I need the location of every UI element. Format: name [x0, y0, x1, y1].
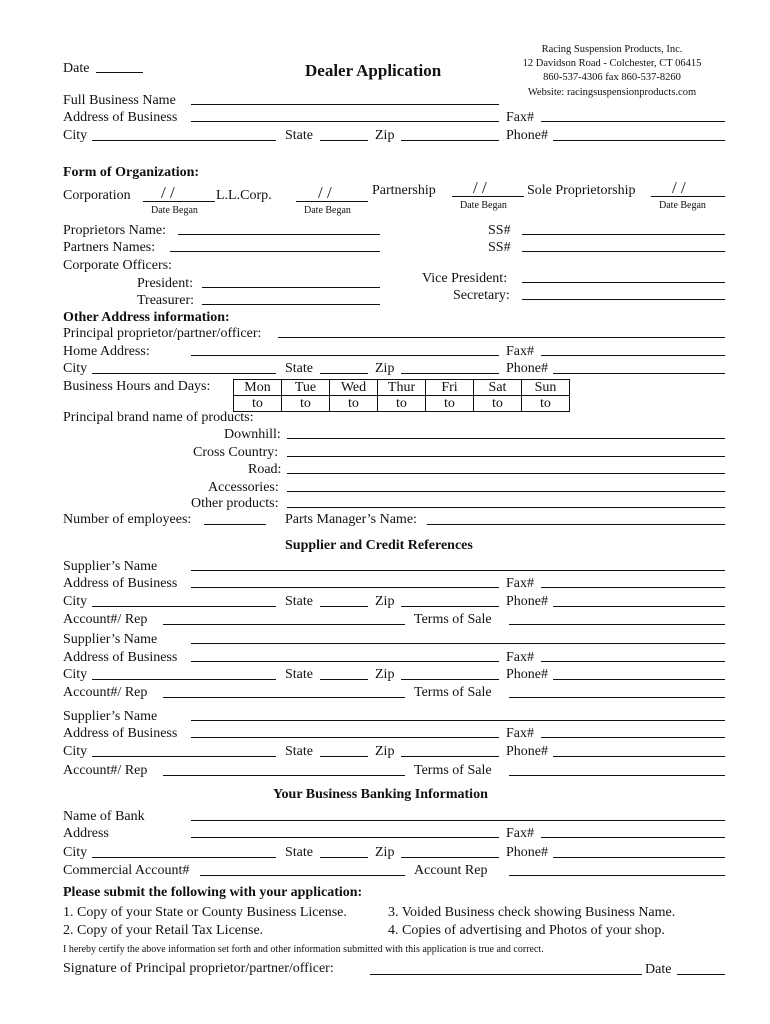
supplier-3-address-field[interactable]: [191, 737, 499, 738]
other-products-label: Other products:: [191, 496, 279, 511]
certify-statement: I hereby certify the above information set forth and other information submitted with this application is true and correct.: [63, 944, 544, 955]
supplier-3-city-label: City: [63, 744, 88, 759]
home-city-label: City: [63, 361, 88, 376]
bank-state-field[interactable]: [320, 857, 368, 858]
hours-mon[interactable]: to: [234, 396, 282, 412]
supplier-1-address-label: Address of Business: [63, 576, 178, 591]
supplier-1-zip-field[interactable]: [401, 606, 499, 607]
hours-thur[interactable]: to: [378, 396, 426, 412]
principal-officer-field[interactable]: [278, 337, 725, 338]
supplier-1-terms-label: Terms of Sale: [414, 612, 492, 627]
supplier-3-state-field[interactable]: [320, 756, 368, 757]
bank-address-label: Address: [63, 826, 109, 841]
partnership-date-began: Date Began: [460, 200, 507, 211]
supplier-1-city-label: City: [63, 594, 88, 609]
supplier-3-address-label: Address of Business: [63, 726, 178, 741]
llcorp-date-field[interactable]: [296, 201, 368, 202]
supplier-2-phone-field[interactable]: [553, 679, 725, 680]
commercial-account-label: Commercial Account#: [63, 863, 190, 878]
principal-brand-label: Principal brand name of products:: [63, 410, 254, 425]
company-website: Website: racingsuspensionproducts.com: [527, 87, 697, 98]
form-of-organization-heading: Form of Organization:: [63, 165, 200, 180]
zip-field[interactable]: [401, 140, 499, 141]
supplier-2-state-label: State: [285, 667, 313, 682]
fax-field[interactable]: [541, 121, 725, 122]
day-sat: Sat: [474, 380, 522, 396]
supplier-3-terms-label: Terms of Sale: [414, 763, 492, 778]
vice-president-field[interactable]: [522, 282, 725, 283]
home-zip-label: Zip: [375, 361, 395, 376]
home-address-label: Home Address:: [63, 344, 150, 359]
page-title: Dealer Application: [305, 61, 442, 80]
ss-field-1[interactable]: [522, 234, 725, 235]
commercial-account-field[interactable]: [200, 875, 405, 876]
supplier-3-fax-field[interactable]: [541, 737, 725, 738]
supplier-3-account-label: Account#/ Rep: [63, 763, 148, 778]
supplier-2-state-field[interactable]: [320, 679, 368, 680]
supplier-2-name-label: Supplier’s Name: [63, 632, 158, 647]
company-name: Racing Suspension Products, Inc.: [541, 44, 683, 55]
supplier-2-city-label: City: [63, 667, 88, 682]
cross-country-label: Cross Country:: [193, 445, 279, 460]
supplier-1-address-field[interactable]: [191, 587, 499, 588]
supplier-1-zip-label: Zip: [375, 594, 395, 609]
company-address: 12 Davidson Road - Colchester, CT 06415: [522, 58, 702, 69]
bank-name-label: Name of Bank: [63, 809, 145, 824]
other-products-field[interactable]: [287, 507, 725, 508]
state-label: State: [285, 128, 313, 143]
hours-wed[interactable]: to: [330, 396, 378, 412]
bank-zip-field[interactable]: [401, 857, 499, 858]
supplier-1-terms-field[interactable]: [509, 624, 725, 625]
signature-date-label: Date: [645, 962, 672, 977]
principal-officer-label: Principal proprietor/partner/officer:: [63, 326, 262, 341]
supplier-2-zip-label: Zip: [375, 667, 395, 682]
llcorp-date-slashes: / /: [318, 183, 332, 202]
day-fri: Fri: [426, 380, 474, 396]
bank-state-label: State: [285, 845, 313, 860]
supplier-1-city-field[interactable]: [92, 606, 276, 607]
hours-tue[interactable]: to: [282, 396, 330, 412]
home-fax-label: Fax#: [506, 344, 534, 359]
parts-manager-field[interactable]: [427, 524, 725, 525]
supplier-2-account-field[interactable]: [163, 697, 405, 698]
corporation-date-field[interactable]: [143, 201, 215, 202]
secretary-field[interactable]: [522, 299, 725, 300]
supplier-3-terms-field[interactable]: [509, 775, 725, 776]
partnership-date-slashes: / /: [473, 178, 487, 197]
road-field[interactable]: [287, 473, 725, 474]
accessories-field[interactable]: [287, 491, 725, 492]
supplier-2-city-field[interactable]: [92, 679, 276, 680]
supplier-2-terms-field[interactable]: [509, 697, 725, 698]
bank-address-field[interactable]: [191, 837, 499, 838]
downhill-field[interactable]: [287, 438, 725, 439]
supplier-3-account-field[interactable]: [163, 775, 405, 776]
date-label: Date: [63, 61, 90, 76]
supplier-3-name-field[interactable]: [191, 720, 725, 721]
signature-field[interactable]: [370, 974, 642, 975]
bank-city-label: City: [63, 845, 88, 860]
supplier-3-state-label: State: [285, 744, 313, 759]
supplier-1-phone-field[interactable]: [553, 606, 725, 607]
home-fax-field[interactable]: [541, 355, 725, 356]
date-field[interactable]: [96, 72, 143, 73]
supplier-2-name-field[interactable]: [191, 643, 725, 644]
corporation-date-slashes: / /: [161, 183, 175, 202]
president-field[interactable]: [202, 287, 380, 288]
parts-manager-label: Parts Manager’s Name:: [285, 512, 417, 527]
sole-date-field[interactable]: [651, 196, 725, 197]
sole-proprietorship-label: Sole Proprietorship: [527, 183, 636, 198]
supplier-1-fax-field[interactable]: [541, 587, 725, 588]
supplier-3-phone-field[interactable]: [553, 756, 725, 757]
road-label: Road:: [248, 462, 282, 477]
partners-label: Partners Names:: [63, 240, 156, 255]
supplier-3-fax-label: Fax#: [506, 726, 534, 741]
submit-item-1: 1. Copy of your State or County Business License.: [63, 905, 347, 920]
ss-label-1: SS#: [488, 223, 511, 238]
supplier-2-zip-field[interactable]: [401, 679, 499, 680]
full-business-name-label: Full Business Name: [63, 93, 176, 108]
bank-name-field[interactable]: [191, 820, 725, 821]
llcorp-date-began: Date Began: [304, 205, 351, 216]
day-thur: Thur: [378, 380, 426, 396]
address-label: Address of Business: [63, 110, 178, 125]
corporation-date-began: Date Began: [151, 205, 198, 216]
supplier-1-state-label: State: [285, 594, 313, 609]
submit-item-4: 4. Copies of advertising and Photos of your shop.: [388, 923, 665, 938]
treasurer-label: Treasurer:: [137, 293, 195, 308]
city-field[interactable]: [92, 140, 276, 141]
phone-label: Phone#: [506, 128, 548, 143]
supplier-2-account-label: Account#/ Rep: [63, 685, 148, 700]
supplier-3-phone-label: Phone#: [506, 744, 548, 759]
vice-president-label: Vice President:: [422, 271, 508, 286]
signature-label: Signature of Principal proprietor/partner/officer:: [63, 961, 334, 976]
supplier-2-fax-field[interactable]: [541, 661, 725, 662]
supplier-2-terms-label: Terms of Sale: [414, 685, 492, 700]
other-address-heading: Other Address information:: [63, 310, 230, 325]
home-state-label: State: [285, 361, 313, 376]
supplier-references-heading: Supplier and Credit References: [285, 538, 473, 553]
bank-city-field[interactable]: [92, 857, 276, 858]
business-hours-label: Business Hours and Days:: [63, 379, 211, 394]
proprietors-label: Proprietors Name:: [63, 223, 167, 238]
bank-fax-field[interactable]: [541, 837, 725, 838]
proprietors-field[interactable]: [178, 234, 380, 235]
fax-label: Fax#: [506, 110, 534, 125]
supplier-1-name-field[interactable]: [191, 570, 725, 571]
state-field[interactable]: [320, 140, 368, 141]
supplier-1-phone-label: Phone#: [506, 594, 548, 609]
accessories-label: Accessories:: [208, 480, 279, 495]
business-hours-table: [233, 379, 570, 412]
address-field[interactable]: [191, 121, 499, 122]
supplier-3-name-label: Supplier’s Name: [63, 709, 158, 724]
home-city-field[interactable]: [92, 373, 276, 374]
bank-fax-label: Fax#: [506, 826, 534, 841]
supplier-1-state-field[interactable]: [320, 606, 368, 607]
day-sun: Sun: [522, 380, 570, 396]
partnership-label: Partnership: [372, 183, 436, 198]
full-business-name-field[interactable]: [191, 104, 499, 105]
bank-phone-label: Phone#: [506, 845, 548, 860]
supplier-2-phone-label: Phone#: [506, 667, 548, 682]
employees-field[interactable]: [204, 524, 266, 525]
corporate-officers-label: Corporate Officers:: [63, 258, 172, 273]
secretary-label: Secretary:: [453, 288, 510, 303]
ss-field-2[interactable]: [522, 251, 725, 252]
partnership-date-field[interactable]: [452, 196, 524, 197]
llcorp-label: L.L.Corp.: [216, 188, 272, 203]
downhill-label: Downhill:: [224, 427, 281, 442]
submit-item-2: 2. Copy of your Retail Tax License.: [63, 923, 264, 938]
supplier-3-zip-field[interactable]: [401, 756, 499, 757]
corporation-label: Corporation: [63, 188, 131, 203]
city-label: City: [63, 128, 88, 143]
treasurer-field[interactable]: [202, 304, 380, 305]
ss-label-2: SS#: [488, 240, 511, 255]
cross-country-field[interactable]: [287, 456, 725, 457]
hours-sun[interactable]: to: [522, 396, 570, 412]
supplier-1-account-label: Account#/ Rep: [63, 612, 148, 627]
supplier-2-fax-label: Fax#: [506, 650, 534, 665]
day-tue: Tue: [282, 380, 330, 396]
sole-date-slashes: / /: [672, 178, 686, 197]
zip-label: Zip: [375, 128, 395, 143]
day-mon: Mon: [234, 380, 282, 396]
day-wed: Wed: [330, 380, 378, 396]
home-zip-field[interactable]: [401, 373, 499, 374]
home-state-field[interactable]: [320, 373, 368, 374]
president-label: President:: [137, 276, 193, 291]
home-address-field[interactable]: [191, 355, 499, 356]
hours-sat[interactable]: to: [474, 396, 522, 412]
submit-item-3: 3. Voided Business check showing Business Name.: [388, 905, 676, 920]
supplier-2-address-field[interactable]: [191, 661, 499, 662]
bank-zip-label: Zip: [375, 845, 395, 860]
signature-date-field[interactable]: [677, 974, 725, 975]
supplier-1-fax-label: Fax#: [506, 576, 534, 591]
supplier-1-account-field[interactable]: [163, 624, 405, 625]
account-rep-label: Account Rep: [414, 863, 488, 878]
supplier-3-city-field[interactable]: [92, 756, 276, 757]
supplier-3-zip-label: Zip: [375, 744, 395, 759]
hours-fri[interactable]: to: [426, 396, 474, 412]
bank-phone-field[interactable]: [553, 857, 725, 858]
days-row: [234, 380, 570, 396]
sole-date-began: Date Began: [659, 200, 706, 211]
supplier-1-name-label: Supplier’s Name: [63, 559, 158, 574]
home-phone-field[interactable]: [553, 373, 725, 374]
hours-row: [234, 396, 570, 412]
supplier-2-address-label: Address of Business: [63, 650, 178, 665]
submit-heading: Please submit the following with your application:: [63, 885, 363, 900]
phone-field[interactable]: [553, 140, 725, 141]
home-phone-label: Phone#: [506, 361, 548, 376]
company-phone: 860-537-4306 fax 860-537-8260: [543, 72, 681, 83]
banking-heading: Your Business Banking Information: [273, 787, 488, 802]
partners-field[interactable]: [170, 251, 380, 252]
account-rep-field[interactable]: [509, 875, 725, 876]
employees-label: Number of employees:: [63, 512, 192, 527]
